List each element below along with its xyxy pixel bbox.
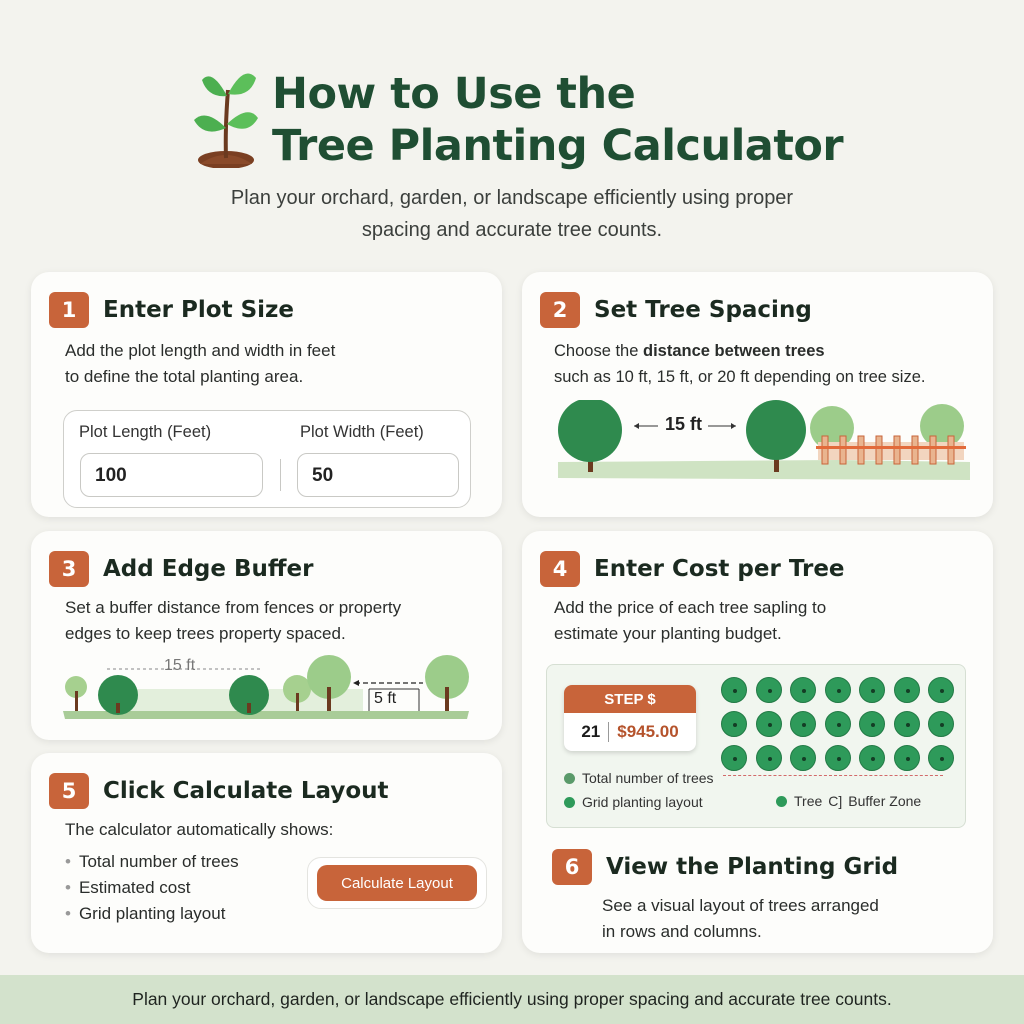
desc-line: in rows and columns. — [602, 922, 762, 941]
step-title: Enter Plot Size — [103, 297, 295, 323]
step-card-3 — [31, 531, 502, 740]
tree-marker — [790, 745, 816, 771]
page-title — [272, 68, 843, 172]
step-number-badge: 4 — [540, 551, 580, 587]
tree-marker — [756, 745, 782, 771]
subtitle-line-2: spacing and accurate tree counts. — [361, 219, 663, 241]
step-number-badge: 2 — [540, 292, 580, 328]
desc-line — [554, 338, 925, 364]
step-description — [65, 595, 401, 647]
calculate-button-container — [307, 857, 487, 909]
tree-marker — [859, 745, 885, 771]
buffer-zone-boundary — [723, 775, 943, 777]
tree-marker — [790, 711, 816, 737]
desc-line: Add the plot length and width in feet — [65, 341, 336, 360]
step-number-badge: 3 — [49, 551, 89, 587]
legend-tree-buffer — [776, 793, 921, 809]
legend-dot-icon — [776, 796, 787, 807]
step-title: Set Tree Spacing — [594, 297, 812, 323]
tree-marker — [894, 677, 920, 703]
tree-marker — [721, 711, 747, 737]
cost-card-body — [564, 713, 696, 751]
results-list — [65, 849, 239, 927]
title-line-2: Tree Planting Calculator — [272, 121, 844, 171]
plot-width-label: Plot Width (Feet) — [300, 423, 424, 441]
list-item: • Estimated cost — [65, 875, 239, 901]
spacing-label: 15 ft — [665, 414, 703, 434]
tree-marker — [756, 677, 782, 703]
legend-label: Buffer Zone — [848, 793, 922, 809]
step-number-badge: 5 — [49, 773, 89, 809]
tree-marker — [928, 711, 954, 737]
plot-length-label: Plot Length (Feet) — [79, 423, 212, 441]
legend-label: Grid planting layout — [582, 794, 703, 810]
step-number-badge: 1 — [49, 292, 89, 328]
tree-marker — [894, 745, 920, 771]
spacing-label: 15 ft — [164, 657, 196, 674]
tree-marker — [859, 677, 885, 703]
tree-marker — [825, 745, 851, 771]
page-subtitle — [0, 182, 1024, 246]
step-description — [602, 893, 898, 945]
tree-marker — [825, 711, 851, 737]
cost-summary-card — [564, 685, 696, 751]
tree-spacing-illustration — [558, 400, 970, 484]
step-card-2 — [522, 272, 993, 517]
footer-banner: Plan your orchard, garden, or landscape efficiently using proper spacing and accurate tree counts. — [0, 975, 1024, 1024]
subtitle-line-1: Plan your orchard, garden, or landscape efficiently using proper — [230, 187, 794, 209]
title-line-1: How to Use the — [272, 69, 636, 119]
planting-grid-preview — [546, 664, 966, 828]
step-header — [49, 292, 294, 328]
tree-grid — [721, 677, 961, 771]
legend-grid-layout — [564, 794, 703, 810]
buffer-zone-icon: C] — [828, 793, 843, 809]
tree-marker — [928, 745, 954, 771]
buffer-label: 5 ft — [374, 690, 397, 707]
tree-marker — [756, 711, 782, 737]
step-description: The calculator automatically shows: — [65, 820, 334, 839]
legend-dot-icon — [564, 797, 575, 808]
legend-total-trees — [564, 770, 714, 786]
step-card-1 — [31, 272, 502, 517]
step-description — [554, 595, 826, 647]
plot-width-input[interactable]: 50 — [297, 453, 459, 497]
legend-dot-icon — [564, 773, 575, 784]
tree-count: 21 — [581, 722, 601, 741]
field-divider — [280, 459, 281, 491]
plot-length-input[interactable]: 100 — [80, 453, 263, 497]
plot-size-form — [63, 410, 471, 508]
list-item: • Grid planting layout — [65, 901, 239, 927]
desc-line: edges to keep trees property spaced. — [65, 624, 346, 643]
desc-line: See a visual layout of trees arranged — [602, 896, 879, 915]
tree-marker — [859, 711, 885, 737]
step-title: Add Edge Buffer — [103, 556, 314, 582]
step-title: View the Planting Grid — [606, 854, 899, 880]
step-header — [49, 551, 313, 587]
step-header — [49, 773, 389, 809]
cost-divider — [608, 722, 609, 742]
step-card-5 — [31, 753, 502, 953]
edge-buffer-illustration — [63, 653, 469, 725]
tree-marker — [894, 711, 920, 737]
title-block — [192, 68, 843, 172]
step-description — [65, 338, 335, 390]
tree-marker — [790, 677, 816, 703]
step-card-4 — [522, 531, 993, 953]
desc-text: Choose the — [554, 342, 643, 360]
tree-marker — [721, 677, 747, 703]
legend-label: Tree — [794, 793, 823, 809]
tree-marker — [721, 745, 747, 771]
desc-line: such as 10 ft, 15 ft, or 20 ft depending on tree size. — [554, 368, 926, 386]
desc-bold-text: distance between trees — [642, 342, 825, 360]
step-header — [540, 551, 845, 587]
legend-label: Total number of trees — [582, 770, 714, 786]
step-number-badge: 6 — [552, 849, 592, 885]
desc-line: Add the price of each tree sapling to — [554, 598, 827, 617]
desc-line: Set a buffer distance from fences or property — [65, 598, 402, 617]
step-description — [554, 338, 925, 390]
desc-line: estimate your planting budget. — [554, 624, 782, 643]
cost-card-header: STEP $ — [564, 685, 696, 713]
desc-line: to define the total planting area. — [65, 367, 304, 386]
step-header — [540, 292, 812, 328]
step-title: Click Calculate Layout — [103, 778, 389, 804]
list-item: • Total number of trees — [65, 849, 239, 875]
tree-marker — [825, 677, 851, 703]
sprout-icon — [192, 68, 262, 168]
tree-marker — [928, 677, 954, 703]
step-title: Enter Cost per Tree — [594, 556, 845, 582]
step-header — [552, 849, 898, 885]
total-cost: $945.00 — [617, 722, 679, 741]
calculate-layout-button[interactable]: Calculate Layout — [317, 865, 477, 901]
step-6-section — [552, 849, 898, 945]
